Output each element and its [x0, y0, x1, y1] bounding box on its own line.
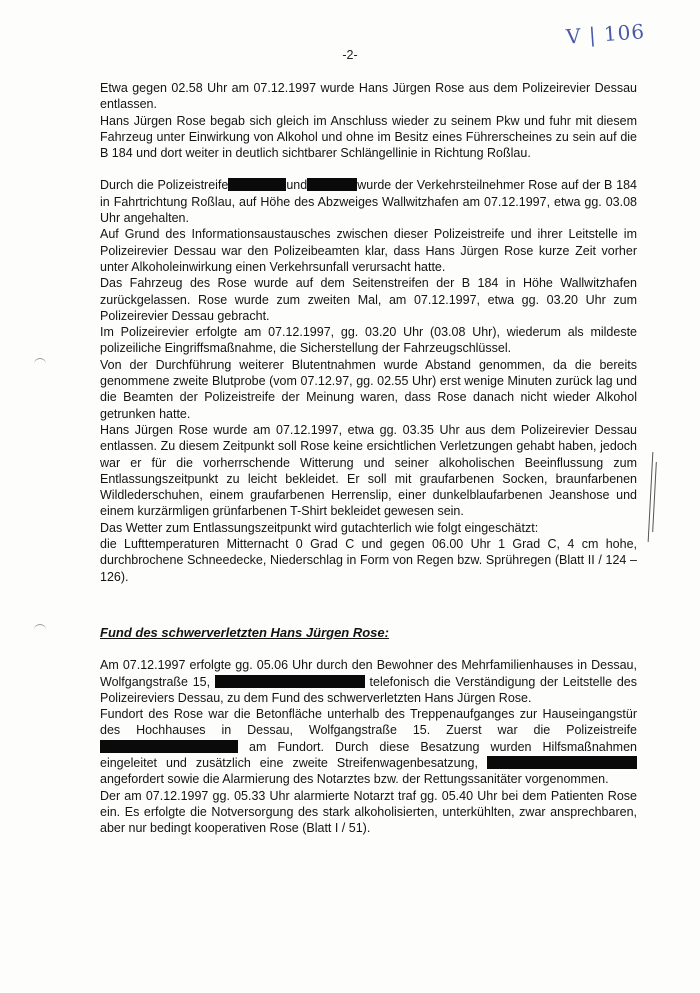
paragraph [100, 177, 637, 226]
paragraph: Das Wetter zum Entlassungszeitpunkt wird gutachterlich wie folgt eingeschätzt: [100, 520, 539, 535]
paragraph: die Lufttemperaturen Mitternacht 0 Grad C und gegen 06.00 Uhr 1 Grad C, 4 cm hohe, durchbrochene Schneedecke, Niederschlag in Form von Regen bzw. Sprühregen (Blatt II / 124 – 126). [100, 537, 637, 584]
paragraph [100, 657, 637, 706]
paragraph: Hans Jürgen Rose begab sich gleich im Anschluss wieder zu seinem Pkw und fuhr mit diesem Fahrzeug unter Einwirkung von Alkohol und ohne im Besitz eines Führerscheines zu sein auf die B 184 und dort weiter in deutlich sichtbarer Schlängellinie in Richtung Roßlau. [100, 113, 637, 161]
redaction-block [215, 675, 365, 688]
page-number: -2- [342, 48, 358, 62]
paragraph: Im Polizeirevier erfolgte am 07.12.1997, gg. 03.20 Uhr (03.08 Uhr), wiederum als mildeste polizeiliche Eingriffsmaßnahme, die Sicherstellung der Fahrzeugschlüssel. [100, 325, 637, 356]
redaction-block [228, 178, 286, 191]
paragraph: Das Fahrzeug des Rose wurde auf dem Seitenstreifen der B 184 in Höhe Wallwitzhafen zurückgelassen. Rose wurde zum zweiten Mal, am 07.12.1997, etwa gg. 03.20 Uhr zum Polizeirevier Dessau gebracht. [100, 276, 637, 323]
margin-mark [34, 624, 46, 631]
archive-stamp: V | 106 [565, 19, 646, 49]
redaction-block [487, 756, 637, 769]
redaction-block [100, 740, 238, 753]
paragraph-text: wurde der Verkehrsteilnehmer Rose auf der B 184 in Fahrtrichtung Roßlau, auf Höhe des Abzweiges Wallwitzhafen am 07.12.1997, etwa gg. 03.08 Uhr angehalten. [100, 178, 637, 226]
redaction-block [307, 178, 357, 191]
paragraph-text: und [286, 178, 308, 193]
margin-mark [34, 358, 46, 365]
paragraph-text: Am 07.12.1997 erfolgte gg. 05.06 Uhr durch den Bewohner des Mehrfamilienhauses in Dessau, Wolfgangstraße 15, [100, 658, 637, 689]
document-body [100, 80, 637, 836]
paragraph: Von der Durchführung weiterer Blutentnahmen wurde Abstand genommen, da die bereits genommene zweite Blutprobe (vom 07.12.97, gg. 02.55 Uhr) erst wenige Minuten zurück lag und die Beamten der Polizeistreife der Meinung waren, dass Rose danach nicht wieder Alkohol getrunken hatte. [100, 357, 637, 421]
paragraph-text: Durch die Polizeistreife [100, 178, 229, 193]
paragraph-text: telefonisch die Verständigung der Leitstelle des Polizeireviers Dessau, zu dem Fund des schwerverletzten Hans Jürgen Rose. [100, 674, 637, 705]
paragraph: Etwa gegen 02.58 Uhr am 07.12.1997 wurde Hans Jürgen Rose aus dem Polizeirevier Dessau entlassen. [100, 81, 637, 112]
paragraph [100, 706, 637, 787]
paragraph-text: am Fundort. Durch diese Besatzung wurden Hilfsmaßnahmen eingeleitet und zusätzlich eine zweite Streifenwagenbesatzung, [100, 739, 637, 770]
paragraph-text: Fundort des Rose war die Betonfläche unterhalb des Treppenaufganges zur Hauseingangstür des Hochhauses in Dessau, Wolfgangstraße 15. Zuerst war die Polizeistreife [100, 707, 637, 738]
paragraph-text: angefordert sowie die Alarmierung des Notarztes bzw. der Rettungssanitäter vorgenommen. [100, 772, 609, 787]
margin-line [652, 462, 657, 532]
section-heading: Fund des schwerverletzten Hans Jürgen Rose: [100, 624, 389, 640]
paragraph: Der am 07.12.1997 gg. 05.33 Uhr alarmierte Notarzt traf gg. 05.40 Uhr bei dem Patienten Rose ein. Es erfolgte die Notversorgung des stark alkoholisierten, unterkühlten, zwar ansprechbaren, aber nur bedingt kooperativen Rose (Blatt I / 51). [100, 788, 637, 836]
paragraph: Auf Grund des Informationsaustausches zwischen dieser Polizeistreife und ihrer Leitstelle im Polizeirevier Dessau war den Polizeibeamten klar, dass Hans Jürgen Rose kurze Zeit vorher unter Alkoholeinwirkung einen Verkehrsunfall verursacht hatte. [100, 227, 637, 274]
paragraph: Hans Jürgen Rose wurde am 07.12.1997, etwa gg. 03.35 Uhr aus dem Polizeirevier Dessau entlassen. Zu diesem Zeitpunkt soll Rose keine ersichtlichen Verletzungen gehabt haben, jedoch war er für die vorherrschende Witterung und seiner alkoholischen Beeinflussung zum Entlassungszeitpunkt zu leicht bekleidet. Er soll mit graufarbenen Socken, braunfarbenen Wildlederschuhen, einem graufarbenen Herrenslip, einer dunkelblaufarbenen Jeanshose und einem kurzärmligen grünfarbenen T-Shirt bekleidet gewesen sein. [100, 422, 637, 519]
